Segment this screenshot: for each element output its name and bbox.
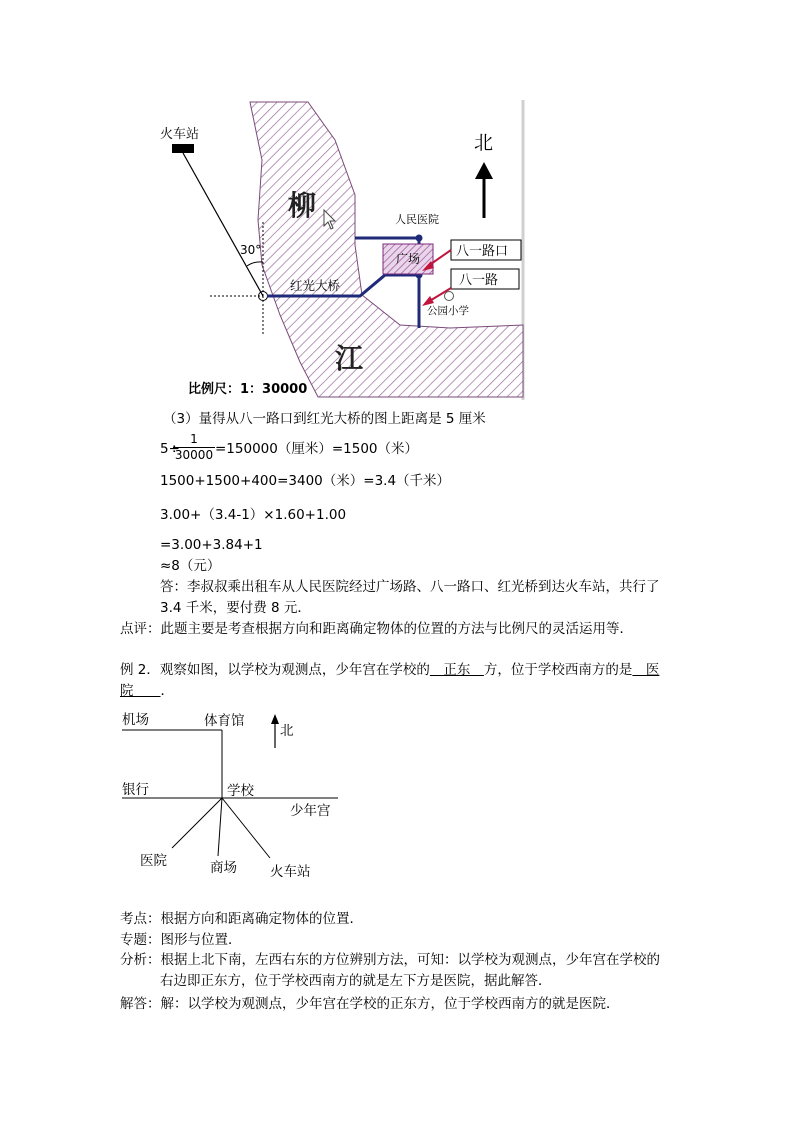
example2-suffix: ． <box>160 683 174 699</box>
bank-label: 银行 <box>122 782 149 798</box>
angle-label: 30° <box>240 243 262 257</box>
calc1-fraction <box>173 432 215 463</box>
calc4-text: =3.00+3.84+1 <box>160 537 263 553</box>
fraction-denominator: 30000 <box>174 448 214 462</box>
calc5-text: ≈8（元） <box>160 558 221 574</box>
answer-blank-2a: 医 <box>632 662 660 678</box>
answer-line2: 3.4 千米，要付费 8 元． <box>160 600 311 616</box>
calc1-suffix: =150000（厘米）=1500（米） <box>215 441 419 457</box>
example2-line1 <box>120 660 659 680</box>
example2-mid: 方，位于学校西南方的是 <box>483 662 633 678</box>
north-label: 北 <box>280 723 294 739</box>
north-arrow-icon <box>271 714 279 724</box>
jieda-label: 解答： <box>120 996 161 1012</box>
answer-line1: 答：李叔叔乘出租车从人民医院经过广场路、八一路口、红光桥到达火车站，共行了 <box>160 579 660 595</box>
river-label-top: 柳 <box>288 189 317 222</box>
zhuanti-label: 专题： <box>120 932 161 948</box>
fenxi-line2: 右边即正东方，位于学校西南方的就是左下方是医院，据此解答． <box>160 973 552 989</box>
zhuanti-text: 图形与位置． <box>160 932 242 948</box>
youth-palace-label: 少年宫 <box>290 803 331 819</box>
zhuanti-row <box>120 930 242 950</box>
jieda-row <box>120 994 620 1014</box>
fenxi-line1: 根据上北下南，左西右东的方位辨别方法，可知：以学校为观测点，少年宫在学校的 <box>160 952 660 968</box>
step3-text: （3）量得从八一路口到红光大桥的图上距离是 5 厘米 <box>163 411 486 427</box>
bridge-label: 红光大桥 <box>290 278 341 293</box>
airport-label: 机场 <box>122 712 149 728</box>
jieda-text: 解：以学校为观测点，少年宫在学校的正东方，位于学校西南方的就是医院． <box>160 996 620 1012</box>
direction-diagram <box>110 700 370 890</box>
station-marker <box>172 144 194 153</box>
station-label: 火车站 <box>270 864 311 880</box>
kaodian-text: 根据方向和距离确定物体的位置． <box>160 911 363 927</box>
river-map <box>150 100 530 400</box>
station-label: 火车站 <box>160 127 200 142</box>
comment <box>120 619 633 639</box>
fraction-numerator: 1 <box>173 432 215 448</box>
mall-label: 商场 <box>210 860 237 876</box>
calc2-text: 1500+1500+400=3400（米）=3.4（千米） <box>160 473 451 489</box>
calc1-prefix: 5÷ <box>160 441 180 457</box>
calc3-text: 3.00+（3.4-1）×1.60+1.00 <box>160 507 347 523</box>
comment-text: 此题主要是考查根据方向和距离确定物体的位置的方法与比例尺的灵活运用等． <box>160 621 633 637</box>
kaodian-row <box>120 909 363 929</box>
gym-label: 体育馆 <box>204 713 245 729</box>
comment-label: 点评： <box>120 621 161 637</box>
hospital-label: 医院 <box>140 853 167 869</box>
fenxi-label: 分析： <box>120 952 161 968</box>
fenxi-row <box>120 950 660 970</box>
kaodian-label: 考点： <box>120 911 161 927</box>
answer-blank-1: 正东 <box>429 662 484 678</box>
example2-line2 <box>120 681 174 701</box>
hospital-label: 人民医院 <box>395 213 439 226</box>
example2-prefix: 例 2．观察如图，以学校为观测点，少年宫在学校的 <box>120 662 430 678</box>
school-label: 公园小学 <box>427 305 469 317</box>
answer-blank-2b: 院 <box>120 683 134 699</box>
north-label: 北 <box>474 132 494 154</box>
road-label: 八一路 <box>459 273 499 288</box>
intersection-label: 八一路口 <box>456 244 509 259</box>
square-label: 广场 <box>396 252 421 266</box>
school-marker <box>445 292 454 301</box>
scale-label: 比例尺：1：30000 <box>188 382 308 397</box>
river-label-bottom: 江 <box>335 342 364 375</box>
school-label: 学校 <box>227 783 254 799</box>
